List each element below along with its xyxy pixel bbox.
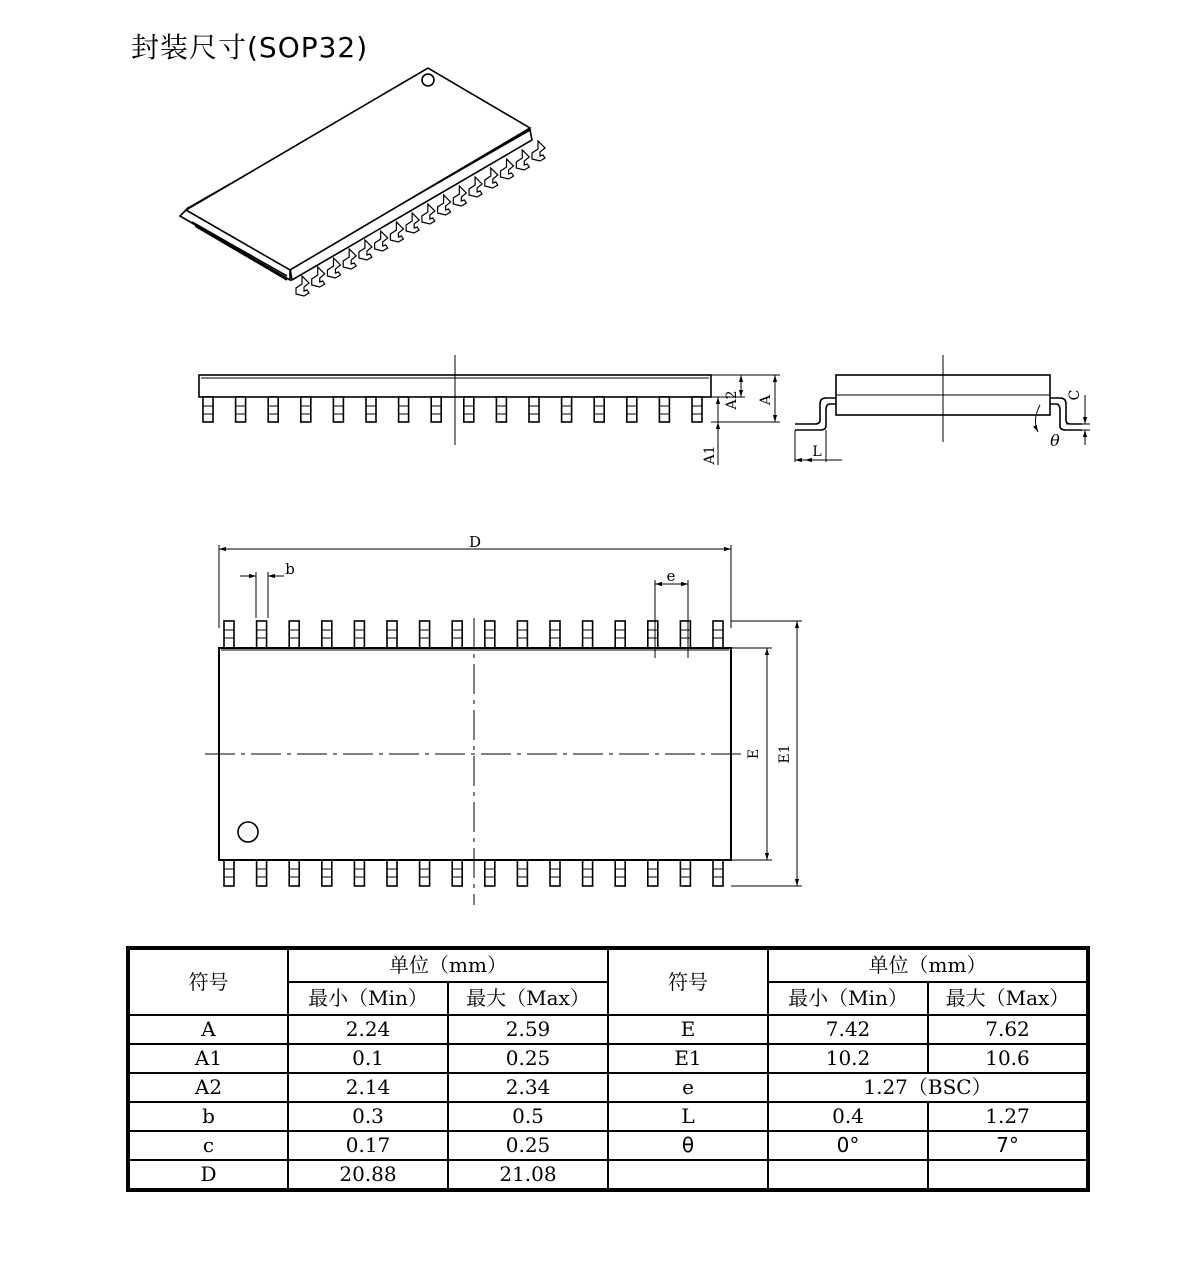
lead: [359, 240, 372, 260]
lead: [312, 267, 325, 287]
cell-symbol: c: [128, 1131, 288, 1160]
header-max: 最大（Max）: [928, 982, 1088, 1015]
table-row: [128, 1073, 1088, 1102]
cell-min: 20.88: [288, 1160, 448, 1190]
header-max: 最大（Max）: [448, 982, 608, 1015]
cell-max: 0.25: [448, 1131, 608, 1160]
header-min: 最小（Min）: [768, 982, 928, 1015]
cell-symbol: θ: [608, 1131, 768, 1160]
header-unit: 单位（mm）: [288, 948, 608, 982]
label-A2: A2: [724, 390, 740, 410]
cell-min: 0.1: [288, 1044, 448, 1073]
lead: [648, 621, 658, 648]
label-e: e: [666, 567, 676, 585]
lead: [333, 397, 343, 422]
label-A1: A1: [702, 445, 718, 465]
cell-symbol: L: [608, 1102, 768, 1131]
lead: [438, 195, 451, 215]
lead: [289, 621, 299, 648]
lead: [529, 397, 539, 422]
cell-max: 7.62: [928, 1015, 1088, 1044]
cell-symbol: A1: [128, 1044, 288, 1073]
lead: [517, 621, 527, 648]
cell-min: 0°: [768, 1131, 928, 1160]
lead: [464, 397, 474, 422]
lead: [236, 397, 246, 422]
lead: [420, 860, 430, 886]
table-row: [128, 1015, 1088, 1044]
lead: [583, 860, 593, 886]
lead: [354, 621, 364, 648]
lead: [422, 204, 435, 224]
lead: [452, 621, 462, 648]
label-theta: θ: [1050, 431, 1060, 450]
lead: [583, 621, 593, 648]
lead: [296, 276, 309, 296]
label-E1: E1: [777, 744, 793, 764]
lead: [550, 621, 560, 648]
lead: [627, 397, 637, 422]
lead: [387, 860, 397, 886]
table-row: [128, 1102, 1088, 1131]
lead: [322, 621, 332, 648]
header-symbol: 符号: [128, 948, 288, 1015]
lead: [399, 397, 409, 422]
lead: [420, 621, 430, 648]
label-E: E: [746, 748, 762, 760]
lead: [327, 258, 340, 278]
isometric-view: [180, 68, 545, 296]
cell-min: [768, 1160, 928, 1190]
lead: [354, 860, 364, 886]
cell-min: 10.2: [768, 1044, 928, 1073]
label-A: A: [758, 394, 774, 406]
lead: [692, 397, 702, 422]
header-min: 最小（Min）: [288, 982, 448, 1015]
lead: [713, 860, 723, 886]
cell-symbol: E: [608, 1015, 768, 1044]
cell-symbol: e: [608, 1073, 768, 1102]
cell-max: [928, 1160, 1088, 1190]
cell-symbol: A2: [128, 1073, 288, 1102]
lead: [224, 860, 234, 886]
cell-symbol: [608, 1160, 768, 1190]
lead: [257, 860, 267, 886]
side-view: [199, 355, 780, 465]
lead: [289, 860, 299, 886]
cell-bsc: 1.27（BSC）: [768, 1073, 1088, 1102]
lead: [268, 397, 278, 422]
label-C: C: [1067, 389, 1083, 401]
cell-min: 0.3: [288, 1102, 448, 1131]
cell-max: 7°: [928, 1131, 1088, 1160]
lead: [301, 397, 311, 422]
lead: [594, 397, 604, 422]
cell-min: 0.4: [768, 1102, 928, 1131]
lead: [485, 621, 495, 648]
cell-max: 21.08: [448, 1160, 608, 1190]
lead: [322, 860, 332, 886]
label-L: L: [812, 444, 822, 460]
lead: [469, 177, 482, 197]
label-b: b: [285, 560, 295, 578]
end-view: [795, 355, 1090, 462]
lead: [532, 141, 545, 161]
label-D: D: [468, 533, 482, 551]
cell-symbol: A: [128, 1015, 288, 1044]
lead: [343, 249, 356, 269]
lead: [390, 222, 403, 242]
lead: [713, 621, 723, 648]
cell-min: 2.24: [288, 1015, 448, 1044]
cell-min: 2.14: [288, 1073, 448, 1102]
lead: [517, 860, 527, 886]
cell-max: 2.34: [448, 1073, 608, 1102]
lead: [680, 621, 690, 648]
lead: [224, 621, 234, 648]
lead: [496, 397, 506, 422]
cell-max: 10.6: [928, 1044, 1088, 1073]
lead: [406, 213, 419, 233]
cell-min: 7.42: [768, 1015, 928, 1044]
cell-symbol: b: [128, 1102, 288, 1131]
lead: [615, 621, 625, 648]
cell-max: 0.25: [448, 1044, 608, 1073]
page-title: 封装尺寸(SOP32): [131, 31, 369, 64]
table-row: [128, 1160, 1088, 1190]
top-view: [205, 545, 802, 905]
cell-max: 0.5: [448, 1102, 608, 1131]
lead: [659, 397, 669, 422]
lead: [375, 231, 388, 251]
side-leads: [203, 397, 702, 422]
cell-symbol: D: [128, 1160, 288, 1190]
lead: [516, 150, 529, 170]
lead: [431, 397, 441, 422]
lead: [203, 397, 213, 422]
lead: [501, 159, 514, 179]
table-header-row: [128, 948, 1088, 982]
lead: [648, 860, 658, 886]
lead: [453, 186, 466, 206]
table-row: [128, 1044, 1088, 1073]
lead: [615, 860, 625, 886]
lead: [550, 860, 560, 886]
header-unit: 单位（mm）: [768, 948, 1088, 982]
lead: [680, 860, 690, 886]
lead: [366, 397, 376, 422]
lead: [257, 621, 267, 648]
lead: [485, 168, 498, 188]
pin1-marker: [422, 74, 434, 86]
lead: [562, 397, 572, 422]
header-symbol: 符号: [608, 948, 768, 1015]
lead: [452, 860, 462, 886]
cell-max: 2.59: [448, 1015, 608, 1044]
lead: [485, 860, 495, 886]
lead: [387, 621, 397, 648]
cell-max: 1.27: [928, 1102, 1088, 1131]
cell-min: 0.17: [288, 1131, 448, 1160]
table-row: [128, 1131, 1088, 1160]
cell-symbol: E1: [608, 1044, 768, 1073]
dimension-table: [126, 946, 1090, 1192]
